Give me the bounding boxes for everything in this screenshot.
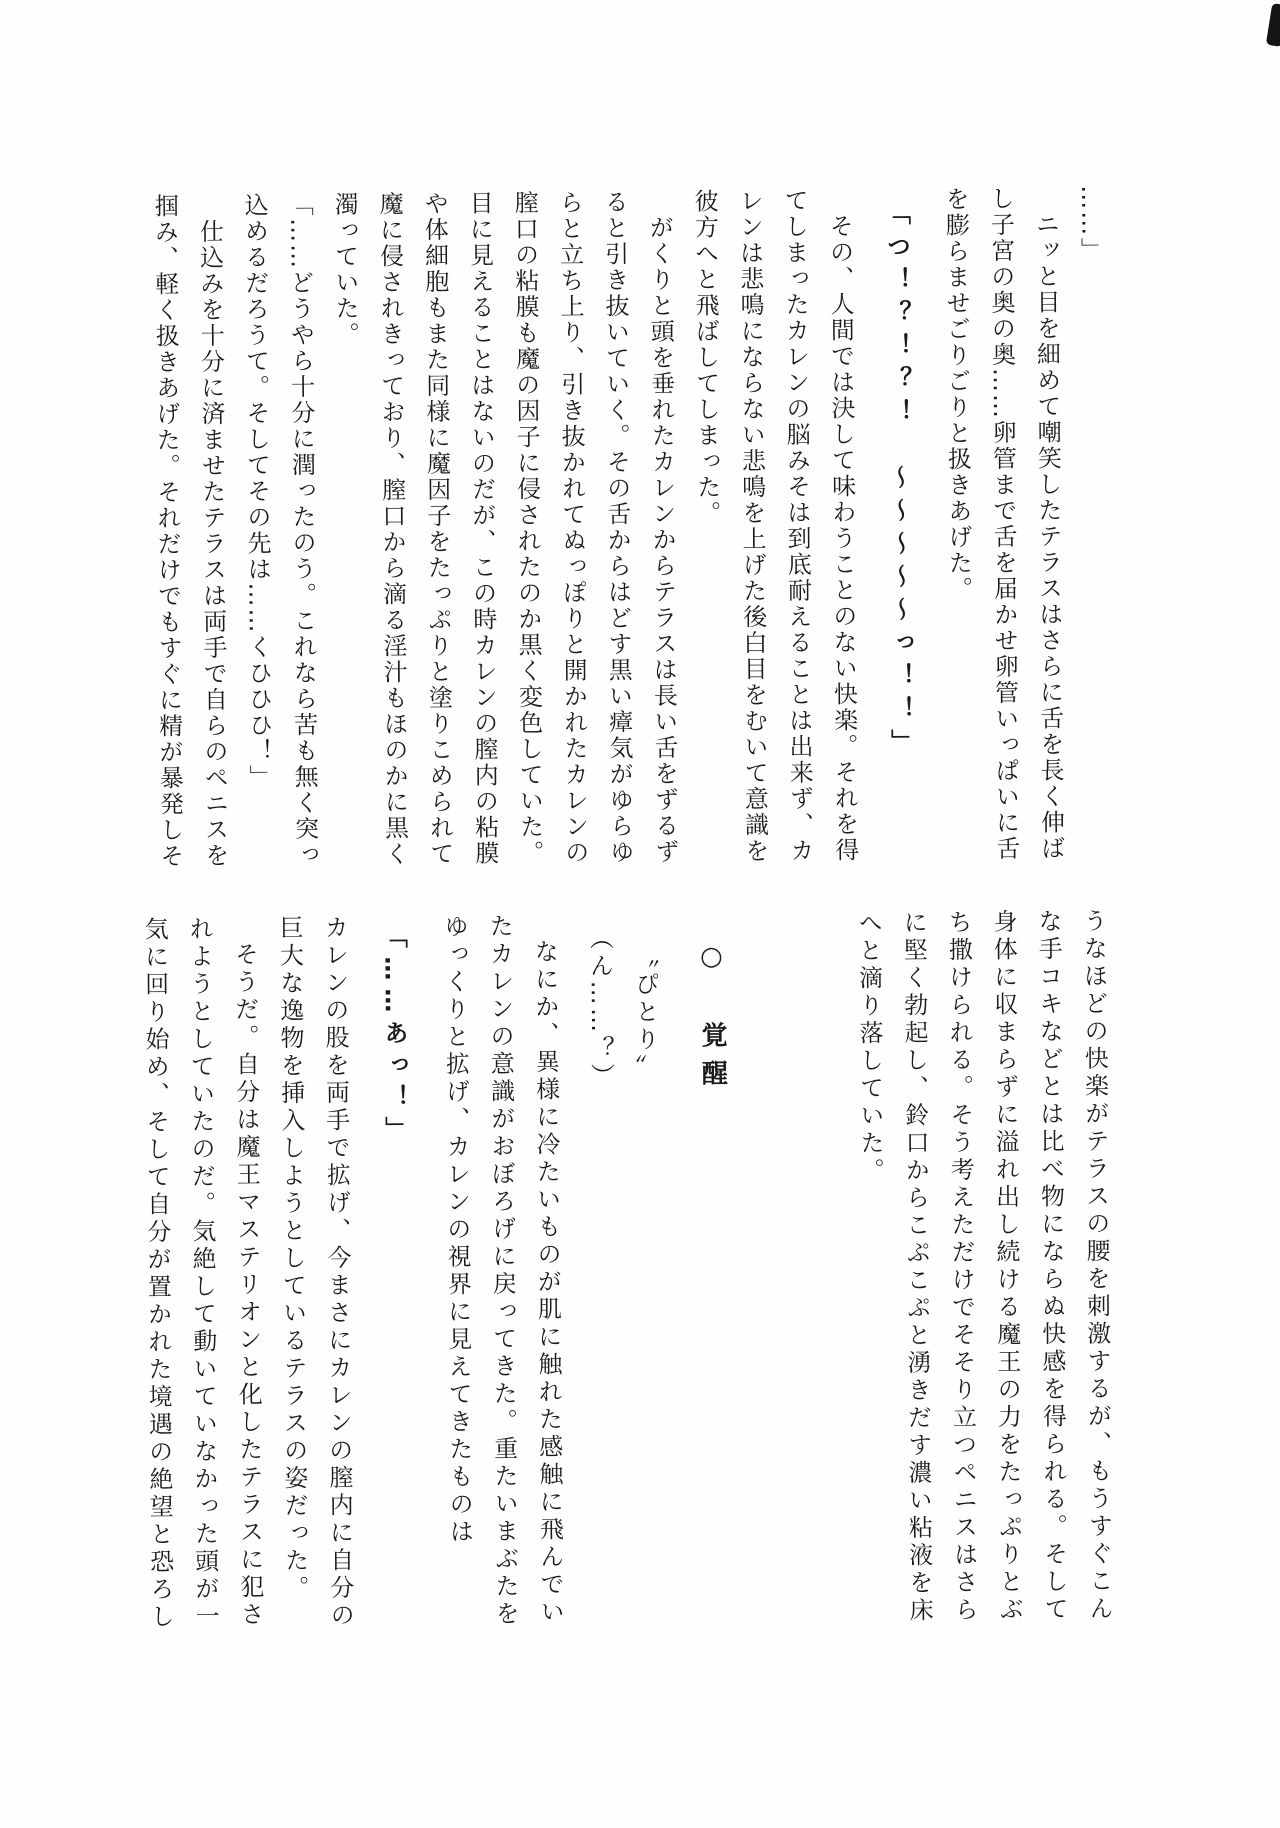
section-heading: ○ 覚醒 — [696, 941, 728, 1098]
dialogue-paragraph: 「……どうやら十分に潤ったのう。これなら苦も無く突っ込めるだろうて。そしてその先は……くひひひ！」 — [240, 191, 319, 869]
quote-end-column: ……」 — [1076, 185, 1105, 264]
narration-paragraph: ニッと目を細めて嘲笑したテラスはさらに舌を長く伸ばし子宮の奥の奥……卵管まで舌を届かせ卵管いっぱいに舌を膨らませごりごりと扱きあげた。 — [941, 185, 1065, 863]
scan-corner-artifact — [1266, 3, 1280, 47]
sound-effect: 〝ぴとり〟 — [630, 943, 660, 1082]
narration-paragraph: カレンの股を両手で拡げ、今まさにカレンの膣内に自分の巨大な逸物を挿入しようとしているテラスの姿だった。 — [275, 914, 355, 1630]
narration-paragraph: がくりと頭を垂れたカレンからテラスは長い舌をずるずると引き抜いていく。その舌からはどす黒い瘴気がゆらゆらと立ち上り、引き抜かれてぬっぽりと開かれたカレンの膣口の粘膜も魔の因子に侵されたのか黒く変色していた。目に見えることはないのだが、この時カレンの膣内の粘膜や体細胞もまた同様に魔因子をたっぷりと塗りこめられて魔に侵されきっており、膣口から滴る淫汁もほのかに黒く濁っていた。 — [330, 189, 679, 868]
narration-paragraph: 仕込みを十分に済ませたテラスは両手で自らのペニスを掴み、軽く扱きあげた。それだけでもすぐに精が暴発しそ — [150, 193, 229, 870]
dialogue-exclamation: 「つ！？！？！ ～～～～～っ！！」 — [882, 200, 916, 762]
narration-paragraph: その、人間では決して味わうことのない快楽。それを得てしまったカレンの脳みそは到底耐えることは出来ず、カレンは悲鳴にならない悲鳴を上げた後白目をむいて意識を彼方へと飛ばしてしまった。 — [690, 187, 859, 865]
narration-paragraph: なにか、異様に冷たいものが肌に触れた感触に飛んでいたカレンの意識がおぼろげに戻ってきた。重たいまぶたをゆっくりと拡げ、カレンの視界に見えてきたものは — [440, 913, 565, 1629]
thought-paragraph: （ん……？） — [585, 925, 615, 1091]
dialogue-exclamation: 「……あっ！」 — [379, 924, 410, 1149]
narration-paragraph: うなほどの快楽がテラスの腰を刺激するが、もうすぐこんな手コキなどとは比べ物にならぬ快感を得られる。そして身体に収まらずに溢れ出し続ける魔王の力をたっぷりとぶち撒けられる。そう考えただけでそそり立つペニスはさらに堅く勃起し、鈴口からこぷこぷと湧きだす濃い粘液を床へと滴り落していた。 — [854, 908, 1114, 1625]
text-block-top — [141, 185, 1118, 871]
narration-paragraph: そうだ。自分は魔王マステリオンと化したテラスに犯されようとしていたのだ。気絶して動いていなかった頭が一気に回り始め、そして自分が置かれた境遇の絶望と恐ろし — [140, 915, 265, 1632]
text-block-bottom — [131, 908, 1121, 1635]
